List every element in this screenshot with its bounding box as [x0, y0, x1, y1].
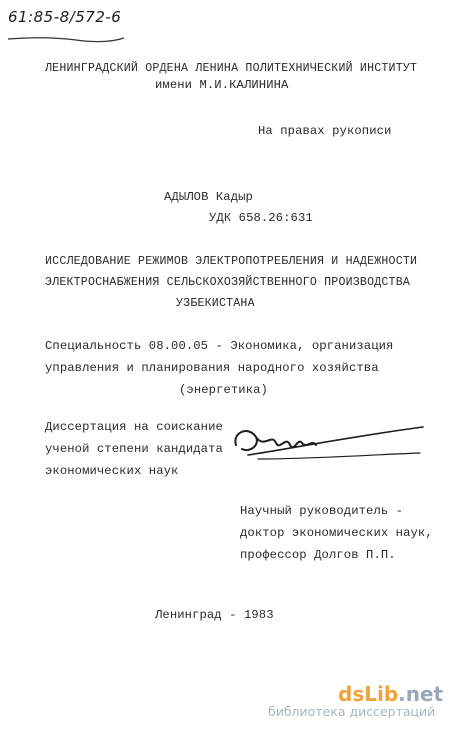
institute-line-1: ЛЕНИНГРАДСКИЙ ОРДЕНА ЛЕНИНА ПОЛИТЕХНИЧЕСКИЙ ИНСТИТУТ	[45, 62, 418, 75]
title-line-1: ИССЛЕДОВАНИЕ РЕЖИМОВ ЭЛЕКТРОПОТРЕБЛЕНИЯ И НАДЕЖНОСТИ	[45, 255, 418, 268]
city-year: Ленинград - 1983	[155, 608, 274, 622]
archive-code: 61:85-8/572-6	[8, 8, 122, 26]
dslib-logo-main: dsLib	[338, 682, 399, 706]
archive-code-underline	[6, 34, 126, 44]
manuscript-note: На правах рукописи	[258, 124, 392, 138]
supervisor-line-2: доктор экономических наук,	[240, 526, 433, 540]
specialty-line-3: (энергетика)	[179, 383, 268, 397]
udc-code: УДК 658.26:631	[209, 211, 313, 225]
dissertation-line-2: ученой степени кандидата	[45, 442, 223, 456]
dissertation-line-3: экономических наук	[45, 464, 179, 478]
author-name: АДЫЛОВ Кадыр	[164, 190, 253, 204]
specialty-line-2: управления и планирования народного хозяйства	[45, 361, 379, 375]
dslib-subtitle: библиотека диссертаций	[268, 704, 436, 719]
title-line-3: УЗБЕКИСТАНА	[176, 297, 255, 310]
supervisor-line-1: Научный руководитель -	[240, 504, 404, 518]
supervisor-line-3: профессор Долгов П.П.	[240, 548, 396, 562]
dissertation-line-1: Диссертация на соискание	[45, 420, 223, 434]
dslib-logo-suffix: .net	[398, 682, 444, 706]
dslib-logo[interactable]	[338, 682, 443, 706]
specialty-line-1: Специальность 08.00.05 - Экономика, организация	[45, 339, 394, 353]
title-line-2: ЭЛЕКТРОСНАБЖЕНИЯ СЕЛЬСКОХОЗЯЙСТВЕННОГО ПРОИЗВОДСТВА	[45, 276, 411, 289]
institute-line-2: имени М.И.КАЛИНИНА	[155, 78, 289, 92]
author-signature	[228, 415, 428, 475]
